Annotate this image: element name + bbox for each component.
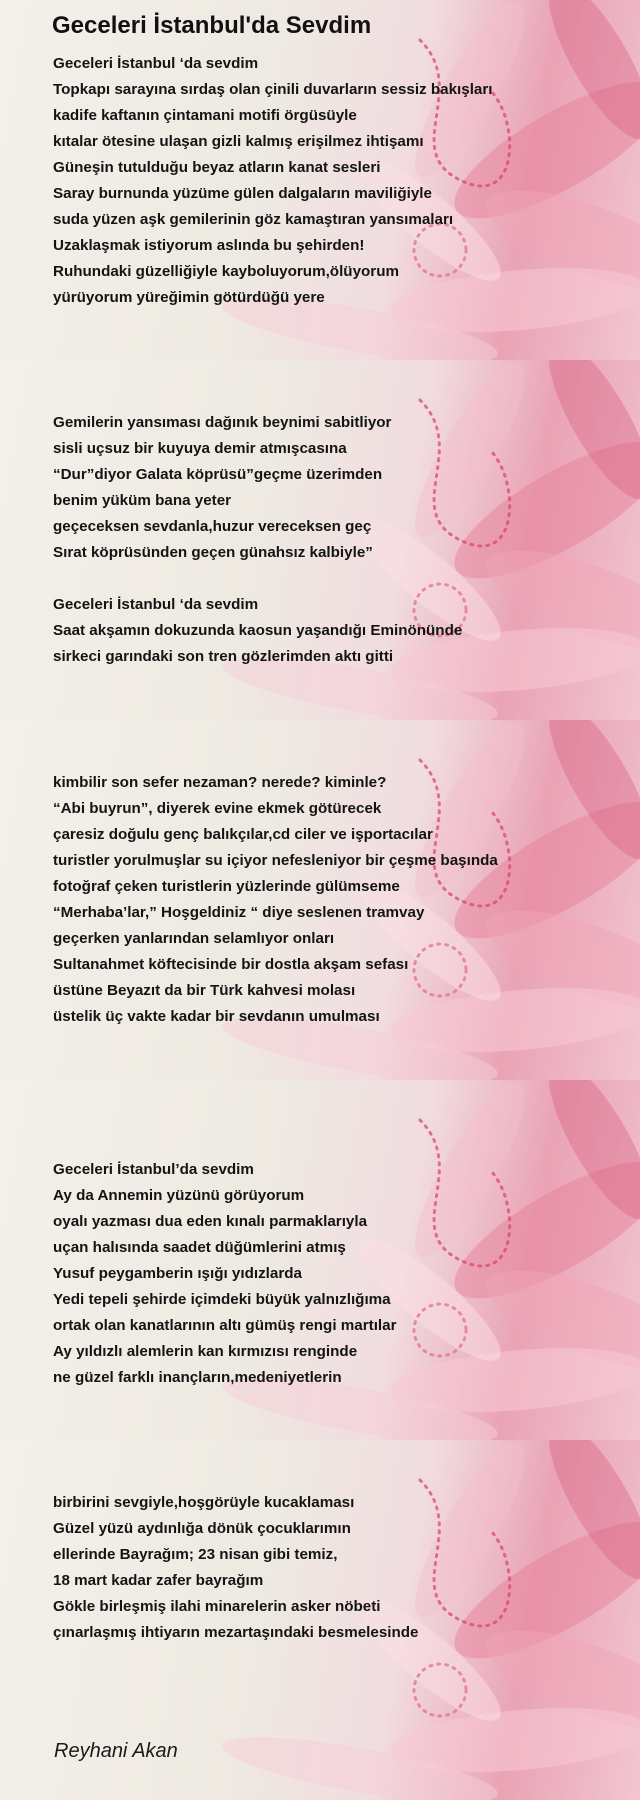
poem-line: benim yüküm bana yeter	[53, 492, 232, 509]
stanza-3	[53, 770, 498, 1030]
poem-line: Yedi tepeli şehirde içimdeki büyük yalnızlığıma	[53, 1291, 391, 1308]
poem-line: Saray burnunda yüzüme gülen dalgaların maviliğiyle	[53, 185, 432, 202]
poem-line: ortak olan kanatlarının altı gümüş rengi martılar	[53, 1317, 397, 1334]
poem-line: sisli uçsuz bir kuyuya demir atmışcasına	[53, 440, 347, 457]
stanza-2	[53, 410, 462, 670]
poem-line: Güzel yüzü aydınlığa dönük çocuklarımın	[53, 1520, 351, 1537]
stanza-4	[53, 1157, 397, 1391]
poem-line: çaresiz doğulu genç balıkçılar,cd ciler ve işportacılar	[53, 826, 433, 843]
poem-line: sirkeci garındaki son tren gözlerimden aktı gitti	[53, 648, 394, 665]
stanza-gap	[53, 566, 462, 592]
poem-line: kimbilir son sefer nezaman? nerede? kiminle?	[53, 774, 387, 791]
poem-line: Ay yıldızlı alemlerin kan kırmızısı renginde	[53, 1343, 358, 1360]
poem-line: ne güzel farklı inançların,medeniyetlerin	[53, 1369, 342, 1386]
poem-line: Sultanahmet köftecisinde bir dostla akşam sefası	[53, 956, 409, 973]
poem-line: turistler yorulmuşlar su içiyor nefesleniyor bir çeşme başında	[53, 852, 498, 869]
poem-line: uçan halısında saadet düğümlerini atmış	[53, 1239, 346, 1256]
stanza-5	[53, 1490, 419, 1646]
poem-line: geçerken yanlarından selamlıyor onları	[53, 930, 335, 947]
poem-line: kadife kaftanın çintamani motifi örgüsüyle	[53, 107, 357, 124]
poem-line: Geceleri İstanbul ‘da sevdim	[53, 596, 259, 613]
poem-line: yürüyorum yüreğimin götürdüğü yere	[53, 289, 325, 306]
poem-line: çınarlaşmış ihtiyarın mezartaşındaki besmelesinde	[53, 1624, 419, 1641]
poem-line: Gökle birleşmiş ilahi minarelerin asker nöbeti	[53, 1598, 381, 1615]
poem-line: kıtalar ötesine ulaşan gizli kalmış erişilmez ihtişamı	[53, 133, 424, 150]
poem-line: Geceleri İstanbul ‘da sevdim	[53, 55, 259, 72]
poem-line: Saat akşamın dokuzunda kaosun yaşandığı Eminönünde	[53, 622, 463, 639]
poem-line: 18 mart kadar zafer bayrağım	[53, 1572, 264, 1589]
poem-line: Ruhundaki güzelliğiyle kayboluyorum,ölüyorum	[53, 263, 399, 280]
poem-line: suda yüzen aşk gemilerinin göz kamaştıran yansımaları	[53, 211, 454, 228]
poem-line: “Dur”diyor Galata köprüsü”geçme üzerimden	[53, 466, 383, 483]
poem-line: üstelik üç vakte kadar bir sevdanın umulması	[53, 1008, 380, 1025]
poem-line: Güneşin tutulduğu beyaz atların kanat sesleri	[53, 159, 381, 176]
poem-line: ellerinde Bayrağım; 23 nisan gibi temiz,	[53, 1546, 338, 1563]
poem-line: Geceleri İstanbul’da sevdim	[53, 1161, 254, 1178]
poem-line: Gemilerin yansıması dağınık beynimi sabitliyor	[53, 414, 392, 431]
stanza-1	[53, 51, 493, 311]
poem-title: Geceleri İstanbul'da Sevdim	[52, 12, 372, 39]
poem-line: Topkapı sarayına sırdaş olan çinili duvarların sessiz bakışları	[53, 81, 493, 98]
poem-line: oyalı yazması dua eden kınalı parmaklarıyla	[53, 1213, 368, 1230]
poem-line: fotoğraf çeken turistlerin yüzlerinde gülümseme	[53, 878, 400, 895]
poem-author: Reyhani Akan	[54, 1740, 178, 1762]
poem-line: Yusuf peygamberin ışığı yıdızlarda	[53, 1265, 302, 1282]
poem-line: “Merhaba’lar,” Hoşgeldiniz “ diye seslenen tramvay	[53, 904, 425, 921]
poem-line: birbirini sevgiyle,hoşgörüyle kucaklaması	[53, 1494, 355, 1511]
poem-line: üstüne Beyazıt da bir Türk kahvesi molası	[53, 982, 356, 999]
poem-line: geçeceksen sevdanla,huzur vereceksen geç	[53, 518, 372, 535]
poem-line: “Abi buyrun”, diyerek evine ekmek götürecek	[53, 800, 382, 817]
poem-line: Ay da Annemin yüzünü görüyorum	[53, 1187, 305, 1204]
poem-line: Uzaklaşmak istiyorum aslında bu şehirden!	[53, 237, 365, 254]
poem-line: Sırat köprüsünden geçen günahsız kalbiyle”	[53, 544, 373, 561]
